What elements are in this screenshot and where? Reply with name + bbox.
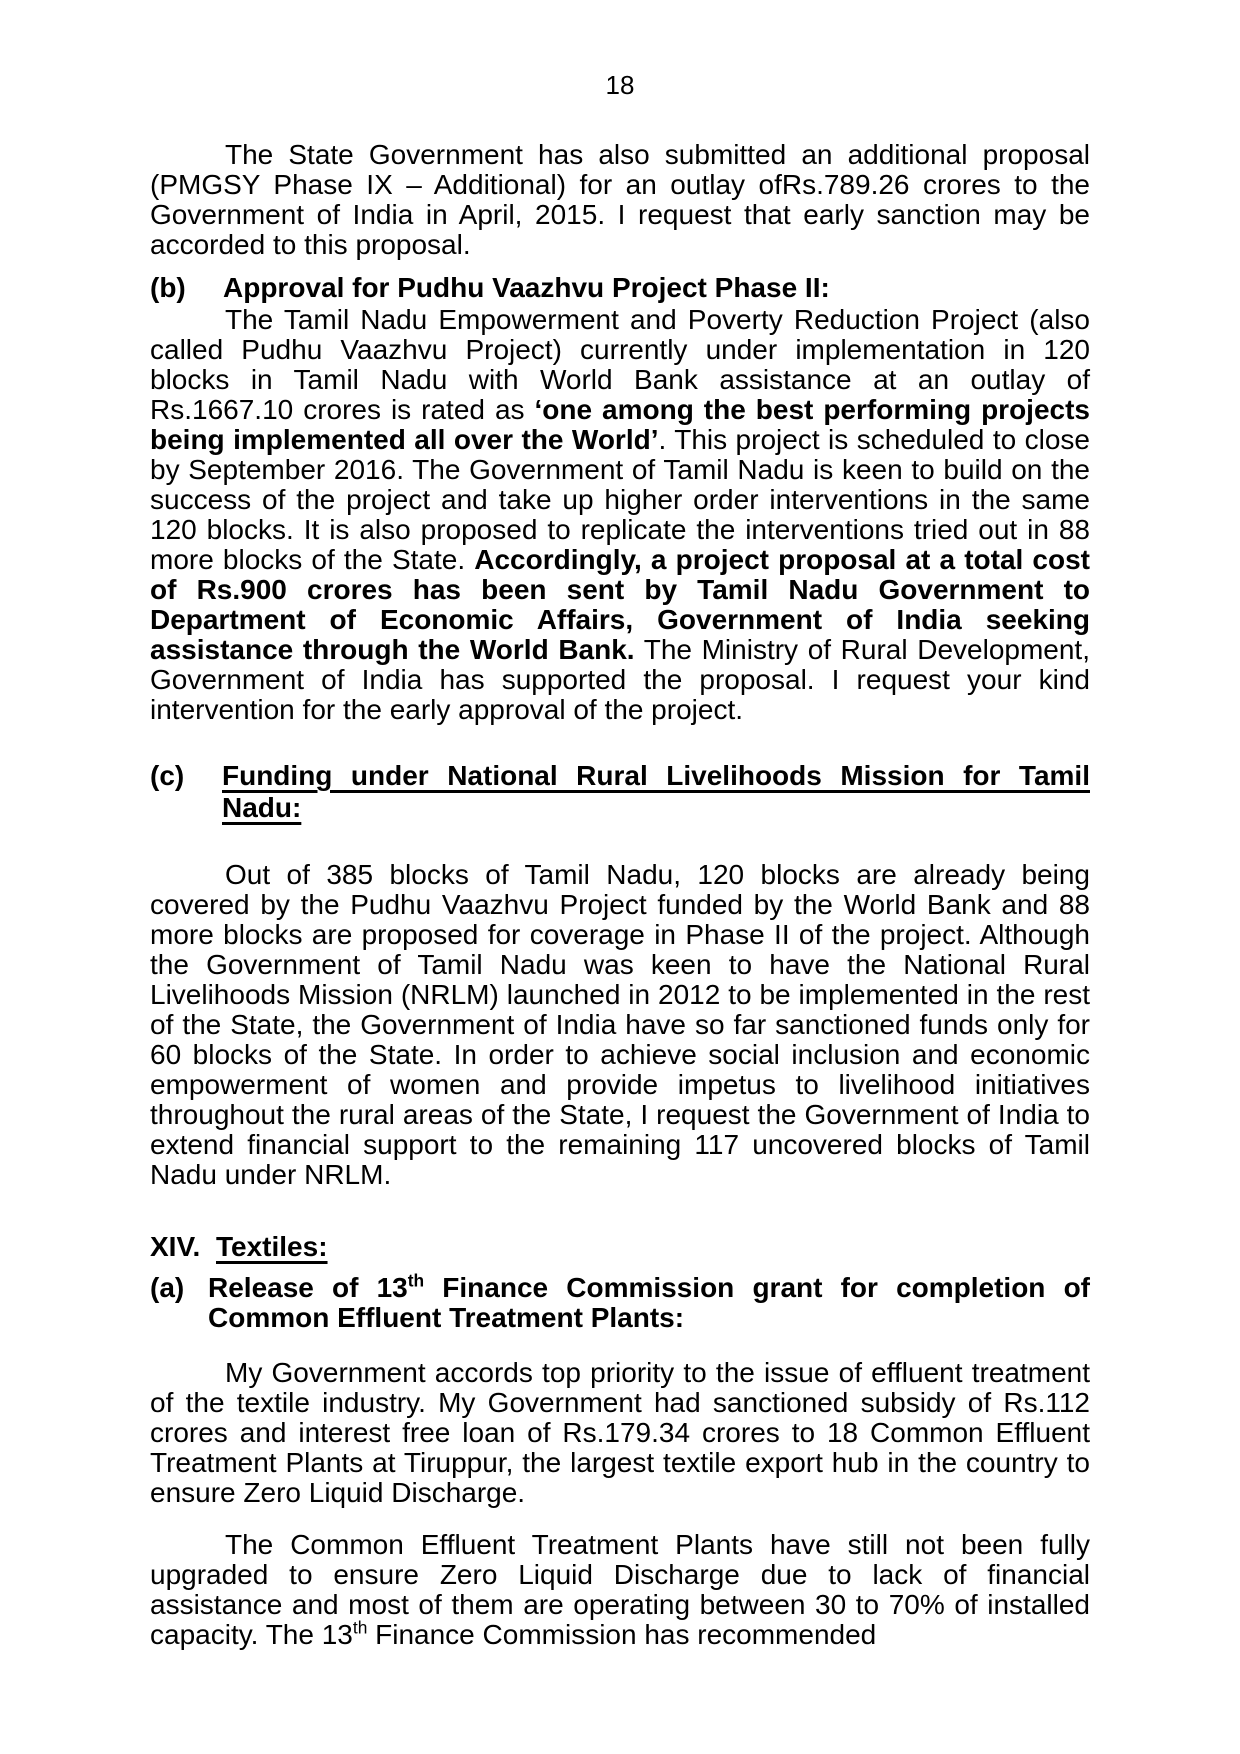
heading-xiv-title: Textiles: xyxy=(216,1231,328,1262)
paragraph-pmgsy-additional-proposal: The State Government has also submitted an additional proposal (PMGSY Phase IX – Additional) for an outlay ofRs.789.26 crores to the Government of India in April, 2015. I request that early sanction may be accorded to this proposal. xyxy=(150,139,1090,260)
text-segment: Finance Commission grant for completion of Common Effluent Treatment Plants: xyxy=(208,1272,1090,1333)
text-segment: The Common Effluent Treatment Plants have still not been fully upgraded to ensure Zero Liquid Discharge due to lack of financial assistance and most of them are operating between 30 to 70% of installed capacity. The 13 xyxy=(150,1529,1090,1650)
heading-a-title xyxy=(208,1270,1090,1333)
text-segment: th xyxy=(352,1617,368,1638)
heading-c-title: Funding under National Rural Livelihoods Mission for Tamil Nadu: xyxy=(222,760,1090,823)
heading-textiles xyxy=(150,1232,1090,1262)
text-segment: . This project is scheduled to close by September 2016. The Government of Tamil Nadu is keen to build on the success of the project and take up higher order interventions in the same 120 blocks. It is also proposed to replicate the interventions tried out in 88 more blocks of the State. xyxy=(150,424,1090,575)
paragraph-cetp-upgrade xyxy=(150,1530,1090,1650)
text-segment: The Tamil Nadu Empowerment and Poverty Reduction Project (also called Pudhu Vaazhvu Project) currently under implementation in 120 blocks in Tamil Nadu with World Bank assistance at an outlay of Rs.1667.10 crores is rated as xyxy=(150,304,1090,425)
heading-a-label: (a) xyxy=(150,1272,185,1303)
heading-nrlm-funding xyxy=(150,760,1090,824)
text-segment: Release of 13 xyxy=(208,1272,408,1303)
text-segment: Finance Commission has recommended xyxy=(367,1619,877,1650)
heading-b-label: (b) xyxy=(150,272,186,303)
heading-approval-pudhu-vaazhvu xyxy=(150,273,1090,303)
heading-finance-commission-grant xyxy=(150,1270,1090,1333)
paragraph-cetp-subsidy: My Government accords top priority to the issue of effluent treatment of the textile industry. My Government had sanctioned subsidy of Rs.112 crores and interest free loan of Rs.179.34 crores to 18 Common Effluent Treatment Plants at Tiruppur, the largest textile export hub in the country to ensure Zero Liquid Discharge. xyxy=(150,1357,1090,1508)
text-segment: ‘one among the best performing projects being implemented all over the World’ xyxy=(150,394,1090,455)
heading-xiv-label: XIV. xyxy=(150,1231,201,1262)
heading-b-title: Approval for Pudhu Vaazhvu Project Phase II: xyxy=(223,272,830,303)
paragraph-pudhu-vaazhvu-project xyxy=(150,305,1090,725)
heading-c-label: (c) xyxy=(150,760,185,791)
text-segment: th xyxy=(407,1270,425,1291)
text-segment: The Ministry of Rural Development, Government of India has supported the proposal. I request your kind intervention for the early approval of the project. xyxy=(150,634,1090,725)
paragraph-nrlm-blocks: Out of 385 blocks of Tamil Nadu, 120 blocks are already being covered by the Pudhu Vaazhvu Project funded by the World Bank and 88 more blocks are proposed for coverage in Phase II of the project. Although the Government of Tamil Nadu was keen to have the National Rural Livelihoods Mission (NRLM) launched in 2012 to be implemented in the rest of the State, the Government of India have so far sanctioned funds only for 60 blocks of the State. In order to achieve social inclusion and economic empowerment of women and provide impetus to livelihood initiatives throughout the rural areas of the State, I request the Government of India to extend financial support to the remaining 117 uncovered blocks of Tamil Nadu under NRLM. xyxy=(150,859,1090,1190)
text-segment: Accordingly, a project proposal at a total cost of Rs.900 crores has been sent by Tamil Nadu Government to Department of Economic Affairs, Government of India seeking assistance through the World Bank. xyxy=(150,544,1091,665)
page-number: 18 xyxy=(605,70,635,100)
